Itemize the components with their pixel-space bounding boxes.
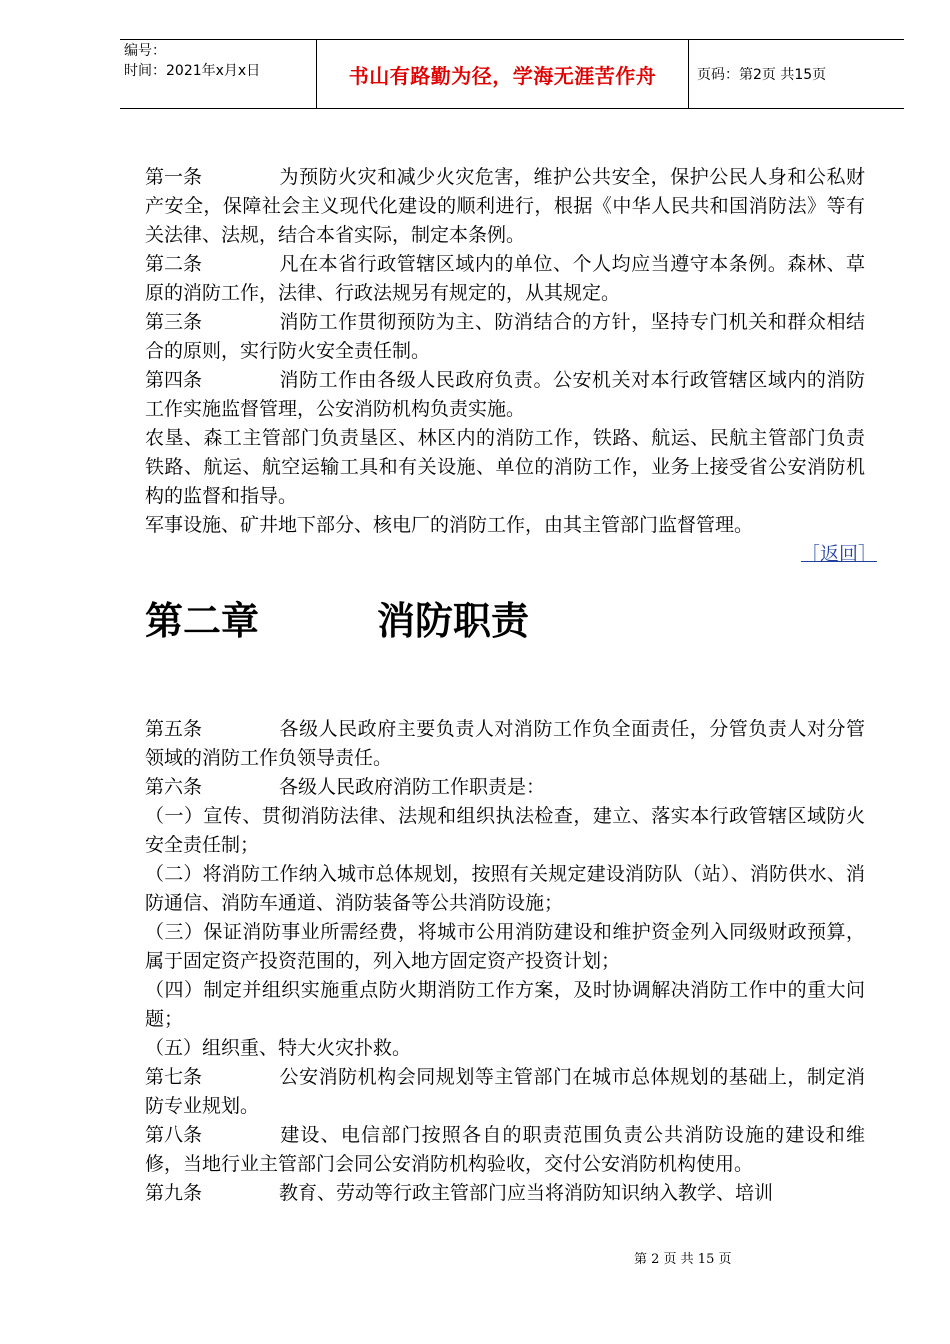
body-paragraph (145, 1034, 865, 1063)
header-motto-cell (316, 40, 689, 108)
header-motto: 书山有路勤为径，学海无涯苦作舟 (348, 63, 657, 88)
body-paragraph (145, 424, 865, 511)
back-link[interactable]: ［返回］ (800, 543, 877, 565)
article-text: 军事设施、矿井地下部分、核电厂的消防工作，由其主管部门监督管理。 (145, 514, 754, 536)
header-page-cell (689, 40, 904, 108)
chapter-number: 第二章 (145, 599, 260, 643)
article-text: 农垦、森工主管部门负责垦区、林区内的消防工作，铁路、航运、民航主管部门负责铁路、航运、航空运输工具和有关设施、单位的消防工作，业务上接受省公安消防机构的监督和指导。 (145, 427, 865, 507)
number-label: 编号： (124, 43, 166, 59)
body-paragraph (145, 918, 865, 976)
article-text: 凡在本省行政管辖区域内的单位、个人均应当遵守本条例。森林、草原的消防工作，法律、行政法规另有规定的，从其规定。 (145, 253, 865, 304)
article-text: 建设、电信部门按照各自的职责范围负责公共消防设施的建设和维修，当地行业主管部门会同公安消防机构验收，交付公安消防机构使用。 (145, 1124, 865, 1175)
article-number: 第七条 (145, 1066, 203, 1088)
article-text: 消防工作贯彻预防为主、防消结合的方针，坚持专门机关和群众相结合的原则，实行防火安全责任制。 (145, 311, 865, 362)
article-number: 第三条 (145, 311, 203, 333)
article-text: （三）保证消防事业所需经费，将城市公用消防建设和维护资金列入同级财政预算，属于固定资产投资范围的，列入地方固定资产投资计划； (145, 921, 865, 972)
article-text: 公安消防机构会同规划等主管部门在城市总体规划的基础上，制定消防专业规划。 (145, 1066, 865, 1117)
article-paragraph (145, 163, 865, 250)
body-paragraph (145, 511, 865, 540)
article-paragraph (145, 773, 865, 802)
header-page-code: 页码：第2页 共15页 (697, 67, 827, 83)
article-text: （二）将消防工作纳入城市总体规划，按照有关规定建设消防队（站）、消防供水、消防通信、消防车通道、消防装备等公共消防设施； (145, 863, 865, 914)
article-paragraph (145, 366, 865, 424)
chapter-heading (145, 599, 865, 657)
document-body (145, 163, 877, 1208)
article-paragraph (145, 308, 865, 366)
article-paragraph (145, 715, 865, 773)
article-text: （五）组织重、特大火灾扑救。 (145, 1037, 412, 1059)
article-text: 消防工作由各级人民政府负责。公安机关对本行政管辖区域内的消防工作实施监督管理，公安消防机构负责实施。 (145, 369, 865, 420)
article-text: 为预防火灾和减少火灾危害，维护公共安全，保护公民人身和公私财产安全，保障社会主义现代化建设的顺利进行，根据《中华人民共和国消防法》等有关法律、法规，结合本省实际，制定本条例。 (145, 166, 865, 246)
article-number: 第六条 (145, 776, 203, 798)
article-number: 第五条 (145, 718, 203, 740)
chapter-title: 消防职责 (377, 599, 530, 643)
article-text: 各级人民政府主要负责人对消防工作负全面责任，分管负责人对分管领域的消防工作负领导责任。 (145, 718, 865, 769)
article-paragraph (145, 1063, 865, 1121)
back-link-row (145, 540, 877, 569)
chapter-one-articles (145, 163, 865, 540)
article-number: 第九条 (145, 1182, 203, 1204)
body-paragraph (145, 976, 865, 1034)
article-number: 第一条 (145, 166, 203, 188)
article-paragraph (145, 250, 865, 308)
body-paragraph (145, 802, 865, 860)
chapter-two-articles (145, 715, 865, 1208)
body-paragraph (145, 860, 865, 918)
time-label: 时间：2021年x月x日 (124, 63, 261, 79)
article-text: （四）制定并组织实施重点防火期消防工作方案，及时协调解决消防工作中的重大问题； (145, 979, 865, 1030)
article-text: 教育、劳动等行政主管部门应当将消防知识纳入教学、培训 (279, 1182, 774, 1204)
article-text: 各级人民政府消防工作职责是： (279, 776, 546, 798)
page-header (120, 39, 904, 109)
page-footer: 第 2 页 共 15 页 (634, 1252, 732, 1267)
article-paragraph (145, 1121, 865, 1179)
article-number: 第八条 (145, 1124, 203, 1146)
article-text: （一）宣传、贯彻消防法律、法规和组织执法检查，建立、落实本行政管辖区域防火安全责任制； (145, 805, 865, 856)
article-paragraph (145, 1179, 865, 1208)
header-meta (120, 40, 316, 108)
article-number: 第二条 (145, 253, 203, 275)
article-number: 第四条 (145, 369, 203, 391)
